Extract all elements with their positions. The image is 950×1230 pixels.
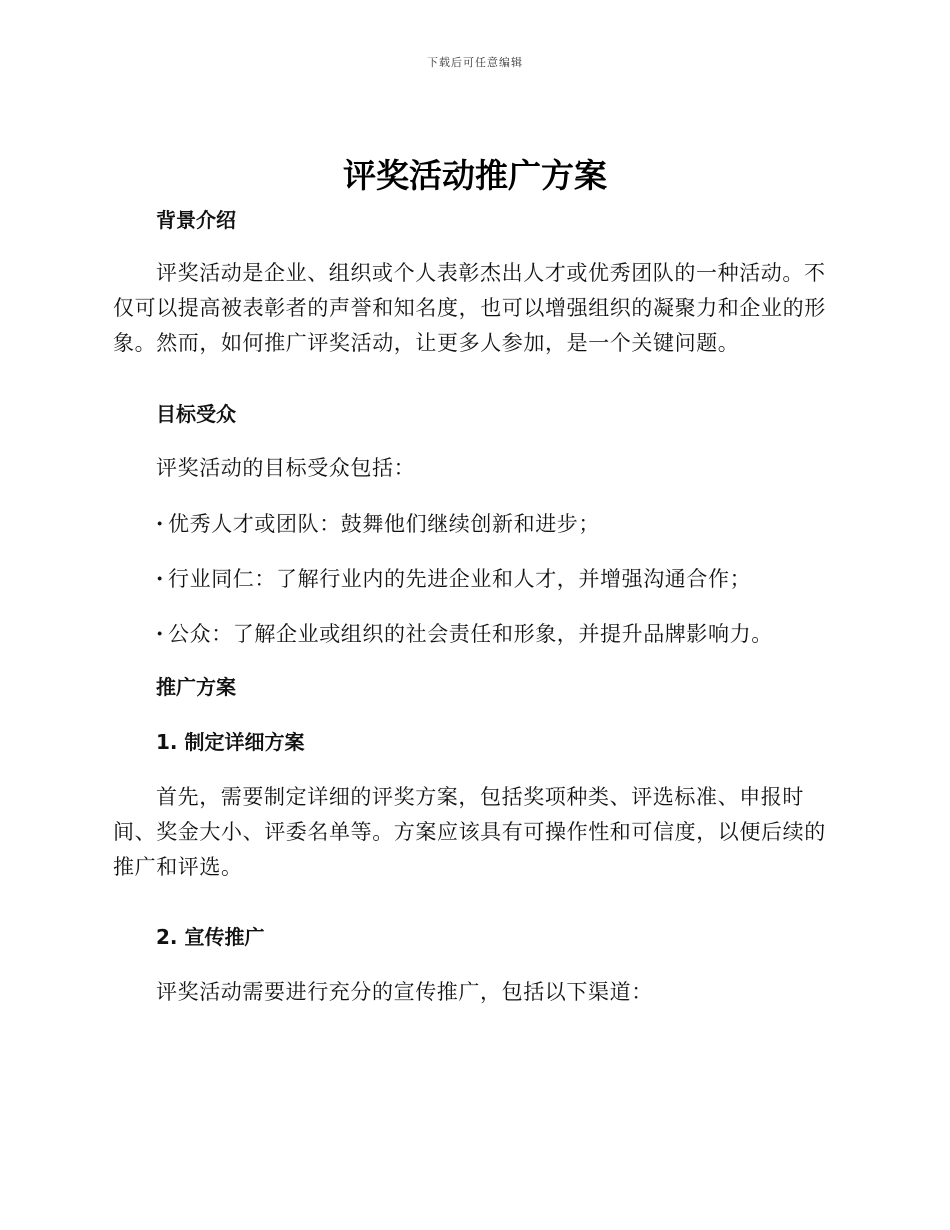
list-item-text: 优秀人才或团队：鼓舞他们继续创新和进步； xyxy=(168,512,600,536)
section-heading-audience: 目标受众 xyxy=(156,402,236,426)
list-item xyxy=(113,562,886,596)
document-title: 评奖活动推广方案 xyxy=(343,156,607,195)
list-item xyxy=(113,507,886,541)
bullet-dot-icon: · xyxy=(156,621,164,646)
list-item-text: 公众：了解企业或组织的社会责任和形象，并提升品牌影响力。 xyxy=(168,622,773,646)
audience-intro: 评奖活动的目标受众包括： xyxy=(156,456,416,480)
list-item-text: 行业同仁：了解行业内的先进企业和人才，并增强沟通合作； xyxy=(168,567,752,591)
section-heading-background: 背景介绍 xyxy=(156,208,236,232)
step2-paragraph: 评奖活动需要进行充分的宣传推广，包括以下渠道： xyxy=(156,980,653,1004)
subheading-step2: 2. 宣传推广 xyxy=(156,925,265,949)
page-header-note: 下载后可任意编辑 xyxy=(427,56,523,69)
step1-paragraph: 首先，需要制定详细的评奖方案，包括奖项种类、评选标准、申报时间、奖金大小、评委名单等。方案应该具有可操作性和可信度，以便后续的推广和评选。 xyxy=(113,785,826,879)
bullet-dot-icon: · xyxy=(156,511,164,536)
subheading-step1: 1. 制定详细方案 xyxy=(156,730,305,754)
background-paragraph: 评奖活动是企业、组织或个人表彰杰出人才或优秀团队的一种活动。不仅可以提高被表彰者的声誉和知名度，也可以增强组织的凝聚力和企业的形象。然而，如何推广评奖活动，让更多人参加，是一个关键问题。 xyxy=(113,261,826,355)
bullet-dot-icon: · xyxy=(156,566,164,591)
list-item xyxy=(113,617,886,651)
section-heading-plan: 推广方案 xyxy=(156,675,236,699)
